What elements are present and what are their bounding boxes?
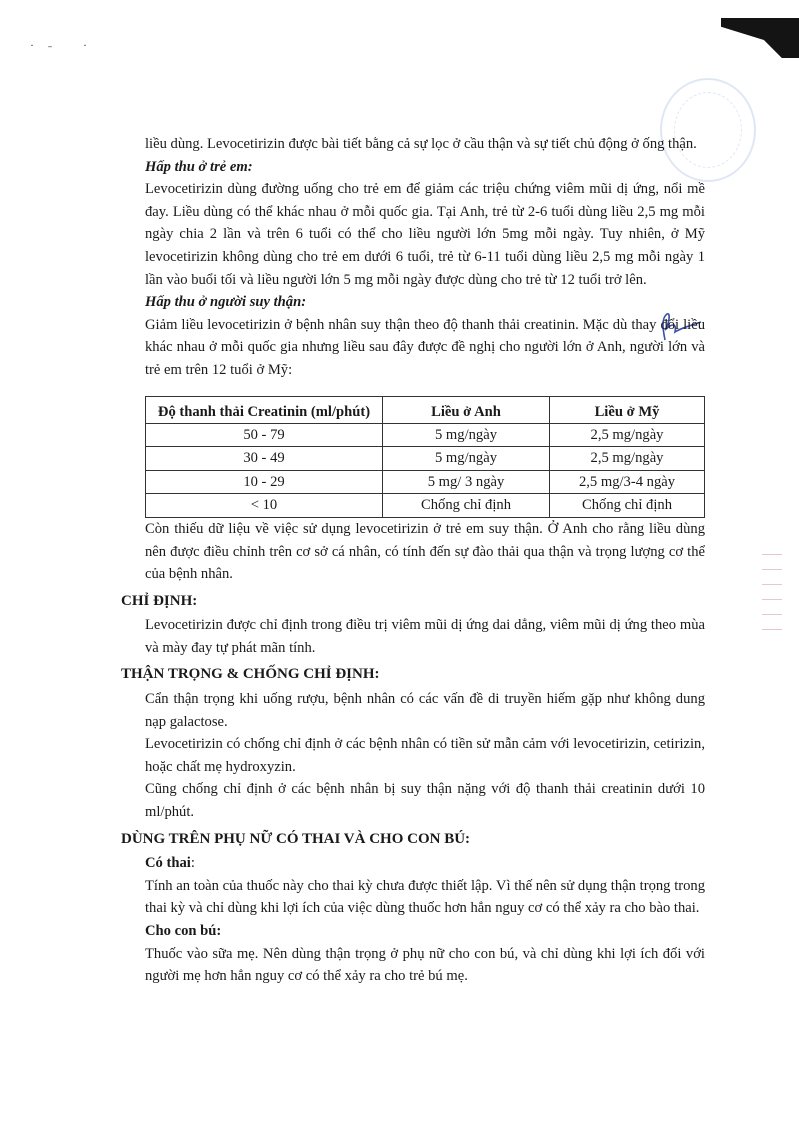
breastfeeding-paragraph: Thuốc vào sữa mẹ. Nên dùng thận trọng ở phụ nữ cho con bú, và chỉ dùng khi lợi ích đối với người mẹ hơn hẳn nguy cơ có thể xảy ra cho trẻ bú mẹ. [145,945,705,985]
pregnancy-heading: DÙNG TRÊN PHỤ NỮ CÓ THAI VÀ CHO CON BÚ: [121,830,471,847]
table-cell: 5 mg/ngày [383,447,550,471]
pregnant-label: Có thai [145,855,191,872]
pregnant-paragraph: Tính an toàn của thuốc này cho thai kỳ chưa được thiết lập. Vì thế nên sử dụng thận trọng trong thai kỳ và chỉ dùng khi lợi ích của việc dùng thuốc hơn hẳn nguy cơ có thể xảy ra cho bào thai. [145,877,705,917]
indication-heading: CHỈ ĐỊNH: [121,592,198,609]
table-row [146,447,705,471]
children-subheading: Hấp thu ở trẻ em: [145,158,253,175]
intro-paragraph: liều dùng. Levocetirizin được bài tiết bằng cả sự lọc ở cầu thận và sự tiết chủ động ở ống thận. [145,136,697,152]
dose-header-uk: Liều ở Anh [383,396,550,423]
breastfeeding-label: Cho con bú: [145,923,222,939]
caution-heading: THẬN TRỌNG & CHỐNG CHỈ ĐỊNH: [121,666,380,683]
dose-table [145,396,705,518]
table-row [146,423,705,447]
dose-header-us: Liều ở Mỹ [550,396,705,423]
table-row [146,494,705,518]
renal-paragraph: Giảm liều levocetirizin ở bệnh nhân suy thận theo độ thanh thải creatinin. Mặc dù thay đổi liều khác nhau ở mỗi quốc gia nhưng liều sau đây được đề nghị cho người lớn ở Anh, người lớn và trẻ em trên 12 tuổi ở Mỹ: [145,316,705,378]
renal-subheading: Hấp thu ở người suy thận: [145,294,307,311]
caution-paragraph-2: Levocetirizin có chống chỉ định ở các bệnh nhân có tiền sử mẫn cảm với levocetirizin, cetirizin, hoặc chất mẹ hydroxyzin. [145,736,705,775]
table-cell: 30 - 49 [146,447,383,471]
table-row [146,470,705,494]
scan-specks: ·˗ · [30,38,101,52]
table-cell: < 10 [146,494,383,518]
table-cell: 50 - 79 [146,423,383,447]
table-cell: Chống chỉ định [550,494,705,518]
children-paragraph: Levocetirizin dùng đường uống cho trẻ em để giảm các triệu chứng viêm mũi dị ứng, nổi mề đay. Liều dùng có thể khác nhau ở mỗi quốc gia. Tại Anh, trẻ từ 2-6 tuổi dùng liều 2,5 mg mỗi ngày chia 2 lần và trên 6 tuổi có thể cho liều người lớn 5mg mỗi ngày. Tuy nhiên, ở Mỹ levocetirizin không dùng cho trẻ em dưới 6 tuổi, trẻ từ 6-11 tuổi dùng liều 2,5 mg mỗi ngày 1 lần vào buổi tối và liều người lớn 5 mg mỗi ngày được dùng cho trẻ từ 12 tuổi trở lên. [145,181,705,288]
caution-paragraph-1: Cẩn thận trọng khi uống rượu, bệnh nhân có các vấn đề di truyền hiếm gặp như không dung nạp galactose. [145,691,705,730]
table-cell: 2,5 mg/3-4 ngày [550,470,705,494]
table-cell: 10 - 29 [146,470,383,494]
edge-marks [758,540,788,670]
renal-after-paragraph: Còn thiếu dữ liệu về việc sử dụng levocetirizin ở trẻ em suy thận. Ở Anh cho rằng liều dùng nên được điều chỉnh trên cơ sở cá nhân, có tính đến sự đào thải qua thận và trọng lượng cơ thể của bệnh nhân. [145,520,705,583]
table-cell: Chống chỉ định [383,494,550,518]
table-cell: 5 mg/ 3 ngày [383,470,550,494]
dose-table-header-row [146,396,705,423]
document-body [121,133,705,988]
scan-corner-mark [721,18,799,58]
dose-header-clearance: Độ thanh thải Creatinin (ml/phút) [146,396,383,423]
pregnant-label-line [145,852,705,875]
pregnant-label-colon: : [190,855,195,872]
table-cell: 5 mg/ngày [383,423,550,447]
caution-paragraph-3: Cũng chống chỉ định ở các bệnh nhân bị suy thận nặng với độ thanh thải creatinin dưới 10 ml/phút. [145,781,705,821]
table-cell: 2,5 mg/ngày [550,447,705,471]
table-cell: 2,5 mg/ngày [550,423,705,447]
indication-paragraph: Levocetirizin được chỉ định trong điều trị viêm mũi dị ứng dai dẳng, viêm mũi dị ứng theo mùa và mày đay tự phát mãn tính. [145,617,705,656]
